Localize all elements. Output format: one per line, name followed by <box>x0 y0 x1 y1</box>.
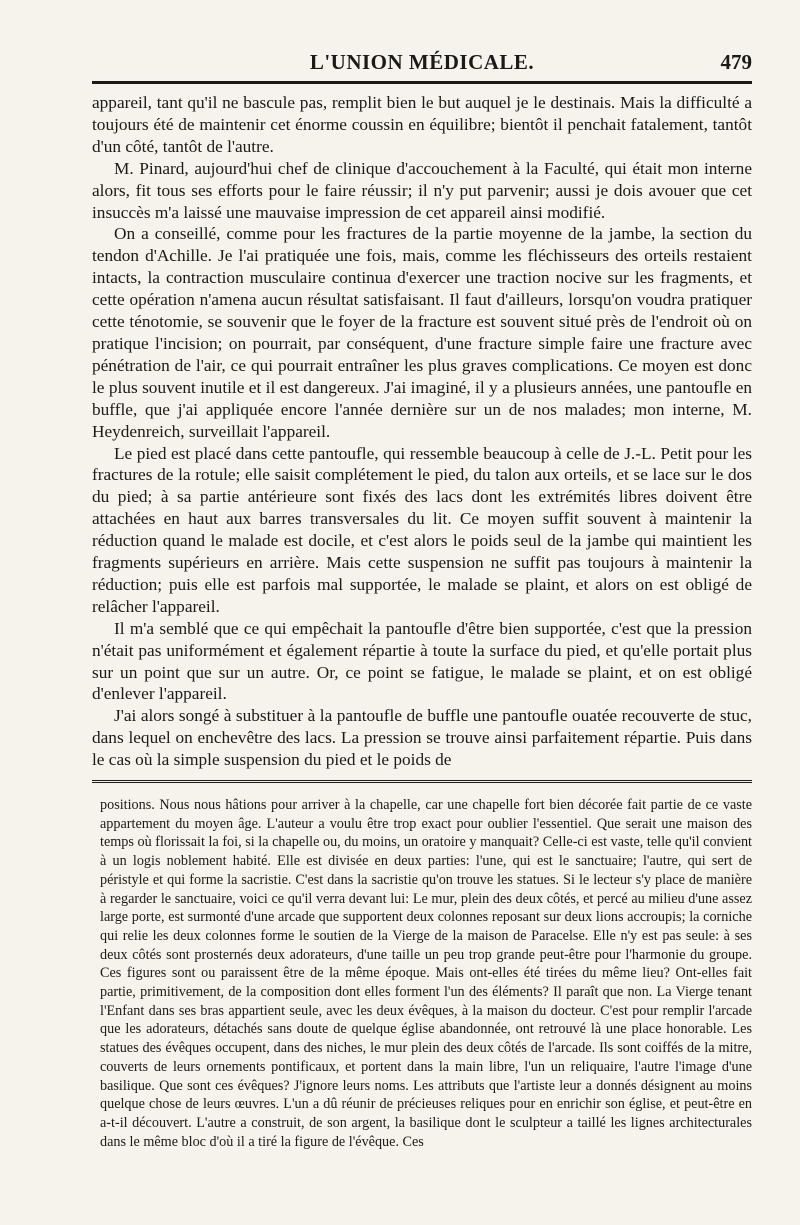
body-paragraph: appareil, tant qu'il ne bascule pas, remplit bien le but auquel je le destinais. Mais la difficulté a toujours été de maintenir cet énorme coussin en équilibre; bientôt il penchait fatalement, tantôt d'un côté, tantôt de l'autre. <box>92 93 752 156</box>
running-header <box>92 50 752 80</box>
footnote-text: positions. Nous nous hâtions pour arriver à la chapelle, car une chapelle fort bien décorée fait partie de ce vaste appartement du moyen âge. L'auteur a voulu être trop exact pour oublier l'essentiel. Que serait une maison des temps où florissait la foi, si la chapelle ou, du moins, un oratoire y manquait? Celle-ci est vaste, telle qu'il convient à un logis noblement habité. Elle est divisée en deux parties: l'une, qui est le sanctuaire; l'autre, qui sert de péristyle et qui forme la sacristie. C'est dans la sacristie qu'on trouve les statues. Si le lecteur s'y place de manière à regarder le sanctuaire, voici ce qu'il verra devant lui: Le mur, plein des deux côtés, et percé au milieu d'une assez large porte, est surmonté d'une arcade que supportent deux colonnes reposant sur deux lions accroupis; la corniche qui relie les deux colonnes forme le soutien de la Vierge de la maison de Paracelse. Elle n'y est pas seule: à ses deux côtés sont prosternés deux adorateurs, d'une taille un peu trop grande peut-être pour l'harmonie du groupe. Ces figures sont ou paraissent être de la même époque. Mais ont-elles été tirées du même lieu? Ont-elles fait partie, primitivement, de la composition dont elles forment l'un des éléments? Il paraît que non. La Vierge tenant l'Enfant dans ses bras appartient seule, avec les deux évêques, à la maison du docteur. C'est pour remplir l'arcade que les adorateurs, détachés sans doute de quelque église abandonnée, ont retrouvé là une place honorable. Les statues des évêques occupent, dans des niches, le mur plein des deux côtés de l'arcade. Ils sont coiffés de la mitre, couverts de leurs ornements pontificaux, et portent dans la main libre, l'un un reliquaire, l'autre l'image d'une basilique. Que sont ces évêques? J'ignore leurs noms. Les attributs que l'artiste leur a donnés désignent au moins quelque chose de leurs œuvres. L'un a dû réunir de précieuses reliques pour en enrichir son église, et peut-être en a-t-il découvert. L'autre a construit, de son argent, la basilique dont le sculpteur a taillé les lignes architecturales dans le même bloc d'où il a tiré la figure de l'évêque. Ces <box>100 797 752 1150</box>
footnote-separator <box>92 780 752 785</box>
body-paragraph: On a conseillé, comme pour les fractures de la partie moyenne de la jambe, la section du tendon d'Achille. Je l'ai pratiquée une fois, mais, comme les fléchisseurs des orteils restaient intacts, la contraction musculaire continua d'exercer une traction nocive sur les fragments, et cette opération n'amena aucun résultat satisfaisant. Il faut d'ailleurs, lorsqu'on voudra pratiquer cette ténotomie, se souvenir que le foyer de la fracture est souvent situé près de l'endroit où on pratique l'incision; on pourrait, par conséquent, d'une fracture simple faire une fracture avec pénétration de l'air, ce qui pourrait entraîner les plus graves complications. Ce moyen est donc le plus souvent inutile et il est dangereux. J'ai imaginé, il y a plusieurs années, une pantoufle en buffle, que j'ai appliquée encore l'année dernière sur un de nos malades; mon interne, M. Heydenreich, surveillait l'appareil. <box>92 224 752 441</box>
running-title: L'UNION MÉDICALE. <box>309 50 535 74</box>
body-paragraph: M. Pinard, aujourd'hui chef de clinique d'accouchement à la Faculté, qui était mon interne alors, fit tous ses efforts pour le faire réussir; il n'y put parvenir; aussi je dois avouer que cet insuccès m'a laissé une mauvaise impression de cet appareil ainsi modifié. <box>92 158 752 222</box>
page-number: 479 <box>720 50 752 74</box>
footnote <box>100 796 752 1151</box>
body-paragraph: Le pied est placé dans cette pantoufle, qui ressemble beaucoup à celle de J.-L. Petit pour les fractures de la rotule; elle saisit complétement le pied, du talon aux orteils, et se lace sur le dos du pied; à sa partie antérieure sont fixés des lacs dont les extrémités libres doivent être attachées en haut aux barres transversales du lit. Ce moyen suffit souvent à maintenir la réduction quand le malade est docile, et c'est alors le poids seul de la jambe qui maintient les fragments supérieurs en arrière. Mais cette suspension ne suffit pas toujours à maintenir la réduction; puis elle est parfois mal supportée, le malade se plaint, et alors on est obligé de relâcher l'appareil. <box>92 443 752 616</box>
main-body-text <box>92 92 752 771</box>
body-paragraph: Il m'a semblé que ce qui empêchait la pantoufle d'être bien supportée, c'est que la pression n'était pas uniformément et également répartie à toute la surface du pied, et qu'elle portait plus sur un point que sur un autre. Or, ce point se fatigue, le malade se plaint, et on est obligé d'enlever l'appareil. <box>92 618 752 704</box>
body-paragraph: J'ai alors songé à substituer à la pantoufle de buffle une pantoufle ouatée recouverte de stuc, dans lequel on enchevêtre des lacs. La pression se trouve ainsi parfaitement répartie. Puis dans le cas où la simple suspension du pied et le poids de <box>92 706 752 770</box>
header-rule <box>92 81 752 84</box>
